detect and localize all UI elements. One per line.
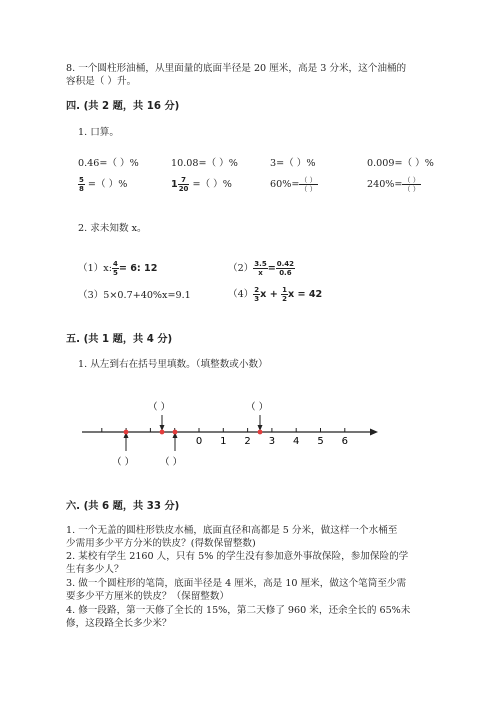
calc-item: 0.46=（ ）%: [78, 158, 139, 169]
calc-item: 3=（ ）%: [270, 158, 316, 169]
calc-item-frac: 240%= $\frac{( )}{( )}$: [367, 176, 420, 193]
tick-label: 1: [220, 436, 227, 447]
red-point: [173, 430, 178, 435]
fraction: $\frac{7}{20}$: [178, 176, 189, 193]
s6-line: 修，这段路全长多少米？: [66, 618, 172, 629]
s6-line: 2. 某校有学生 2160 人，只有 5% 的学生没有参加意外事故保险，参加保险的学: [66, 551, 409, 562]
fraction: $\frac{2}{3}$: [254, 286, 260, 303]
s6-line: 4. 修一段路，第一天修了全长的 15%，第二天修了 960 米，还余全长的 65%未: [66, 605, 411, 616]
calc-item-frac: $\frac{5}{8}$ =（ ）%: [79, 176, 128, 193]
fraction: $\frac{0.42}{0.6}$: [276, 260, 295, 277]
calc-item-frac: 60%= $\frac{( )}{( )}$: [270, 176, 317, 193]
blank-below-2: （ ）: [160, 457, 183, 468]
section6-title: 六. (共 6 题，共 33 分): [66, 501, 180, 512]
tick-label: 0: [195, 436, 203, 447]
calc-item: 10.08=（ ）%: [171, 158, 238, 169]
calc-item: 0.009=（ ）%: [367, 158, 434, 169]
s6-line: 3. 做一个圆柱形的笔筒，底面半径是 4 厘米，高是 10 厘米，做这个笔筒至少需: [66, 578, 407, 589]
tick-label: 5: [317, 436, 324, 447]
q8-line2: 容积是（ ）升。: [66, 76, 137, 87]
s6-line: 要多少平方厘米的铁皮？（保留整数）: [66, 591, 230, 602]
fraction: $\frac{( )}{( )}$: [300, 176, 317, 193]
section4-title: 四. (共 2 题，共 16 分): [66, 101, 180, 112]
blank-above-2: （ ）: [246, 402, 269, 413]
tick-label: 6: [341, 436, 348, 447]
equation-4: （4） $\frac{2}{3}$ x + $\frac{1}{2}$ x = 42: [228, 286, 323, 303]
fraction: $\frac{( )}{( )}$: [403, 176, 420, 193]
section5-title: 五. (共 1 题，共 4 分): [66, 334, 173, 345]
tick-group: [102, 428, 348, 447]
s4-q1-title: 1. 口算。: [78, 127, 119, 138]
s6-line: 少需用多少平方分米的铁皮？(得数保留整数): [66, 538, 256, 549]
red-point: [124, 430, 129, 435]
equation-1: （1）x: $\frac{4}{5}$ = 6: 12: [78, 260, 158, 277]
red-point: [258, 430, 263, 435]
calc-item-frac: 1 $\frac{7}{20}$ =（ ）%: [171, 176, 232, 193]
s4-q2-title: 2. 求未知数 x。: [78, 223, 147, 234]
equation-2: （2） $\frac{3.5}{x}$ = $\frac{0.42}{0.6}$: [228, 260, 295, 277]
tick-label: 3: [268, 436, 276, 447]
q8-line1: 8. 一个圆柱形油桶，从里面量的底面半径是 20 厘米，高是 3 分米，这个油桶的: [66, 63, 407, 74]
fraction: $\frac{4}{5}$: [112, 260, 118, 277]
s6-line: 1. 一个无盖的圆柱形铁皮水桶，底面直径和高都是 5 分米，做这样一个水桶至: [66, 525, 398, 536]
red-point: [160, 430, 165, 435]
fraction: $\frac{5}{8}$: [79, 176, 84, 193]
fraction: $\frac{3.5}{x}$: [254, 260, 267, 277]
fraction: $\frac{1}{2}$: [282, 286, 287, 303]
axis-arrowhead: [370, 429, 378, 436]
tick-label: 2: [244, 436, 251, 447]
blank-below-1: （ ）: [112, 457, 135, 468]
blank-above-1: （ ）: [148, 402, 171, 413]
tick-label: 4: [293, 436, 300, 447]
s6-line: 生有多少人？: [66, 564, 124, 575]
s5-q1: 1. 从左到右在括号里填数。（填整数或小数）: [78, 359, 268, 370]
equation-3: （3）5×0.7+40%x=9.1: [78, 290, 191, 301]
